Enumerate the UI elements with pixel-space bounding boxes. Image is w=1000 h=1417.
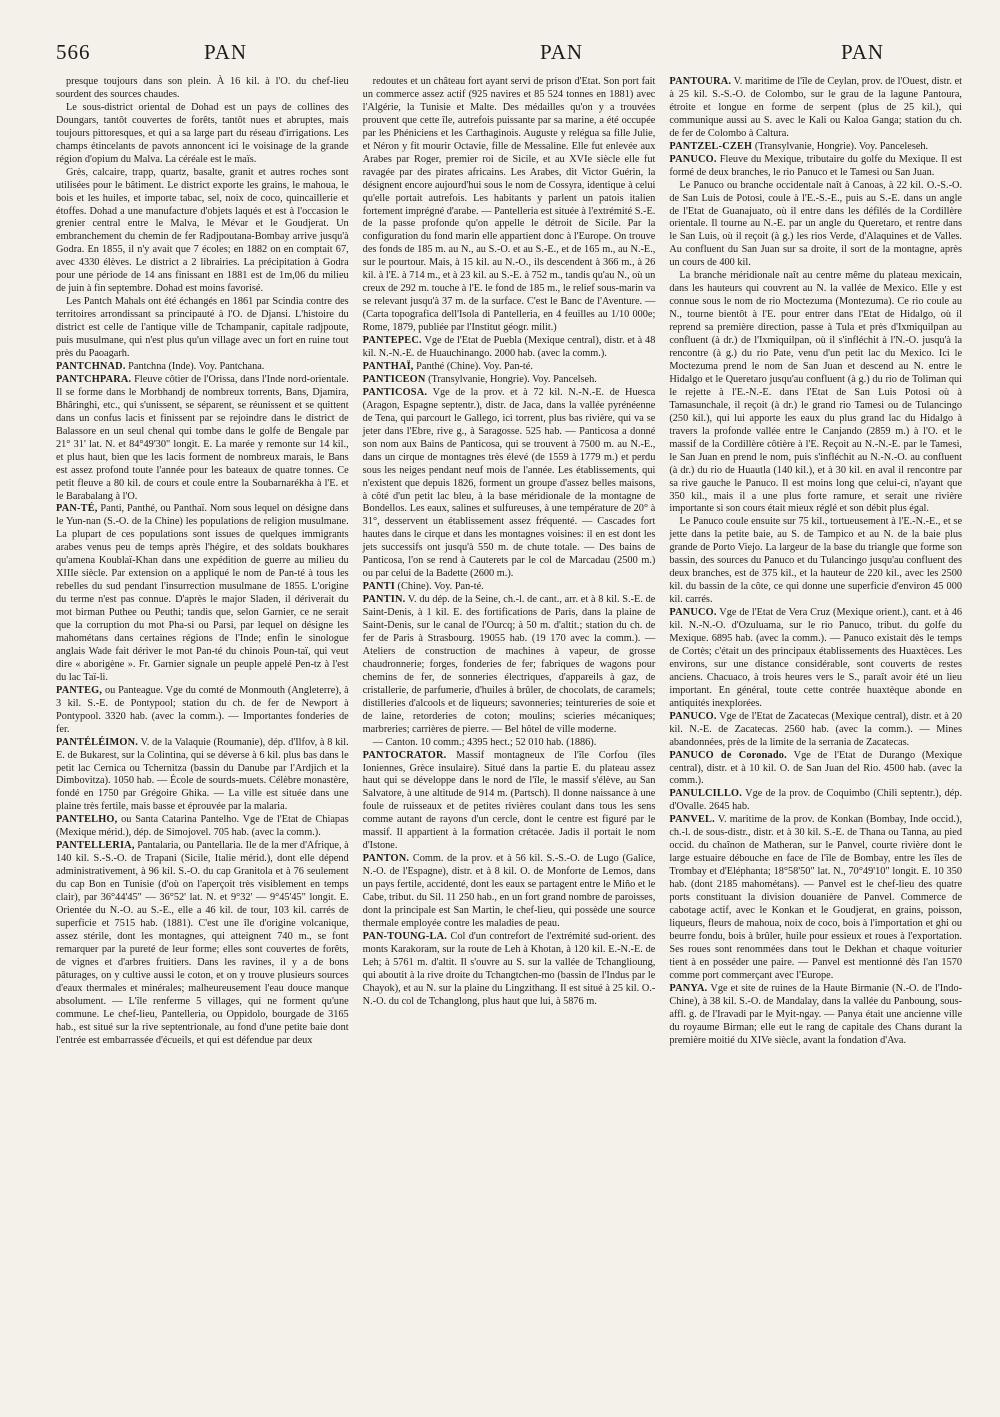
entry-text: Comm. de la prov. et à 56 kil. S.-S.-O. de Lugo (Galice, N.-O. de l'Espagne), distr. et à 8 kil. O. de Monforte de Lemos, dans un pays fertile, accidenté, dont les eaux se partagent entre le Miño et le Cabe, tribut. du Sil. 11 250 hab., en un fort grand nombre de paroisses, dont la principale est San Martin, le chef-lieu, qui possède une source thermale employée contre les maladies de peau. bbox=[362, 853, 656, 929]
paragraph bbox=[56, 102, 349, 167]
entry-headword: PANTCHPARA. bbox=[56, 373, 132, 385]
entry-text: Vge de la prov. de Coquimbo (Chili septentr.), dép. d'Ovalle. 2645 hab. bbox=[669, 788, 963, 813]
dictionary-entry bbox=[56, 361, 349, 374]
dictionary-entry bbox=[363, 931, 656, 1009]
dictionary-entry bbox=[669, 983, 962, 1048]
entry-text: (Chine). Voy. Pan-té. bbox=[397, 581, 484, 593]
entry-headword: PANULCILLO. bbox=[669, 788, 743, 800]
entry-text: V. maritime de l'île de Ceylan, prov. de l'Ouest, distr. et à 25 kil. S.-S.-O. de Colombo, sur le grau de la lagune Pantoura, étroite et longue en forme de serpent (plus de 25 kil.), qui communique aussi au S. avec le Kali ou Kaloa Ganga; station du ch. de fer de Colombo à Caltura. bbox=[669, 76, 963, 139]
paragraph bbox=[669, 270, 962, 516]
dictionary-entry bbox=[363, 387, 656, 581]
entry-text: Massif montagneux de l'île Corfou (îles Ioniennes, Grèce insulaire). Situé dans la partie E. du plateau assez haut qui se développe dans le nord de l'île, le massif s'élève, au San Salvatore, à une altitude de 914 m. (Partsch). Il donne naissance à une foule de ruisseaux et de petites rivières coulant dans tous les sens comme autant de rayons d'un cercle, dont le centre est figuré par le massif. Il appartient à la formation crétacée. Jadis il portait le nom d'Istone. bbox=[362, 749, 656, 852]
entry-text: Pantchna (Inde). Voy. Pantchana. bbox=[128, 360, 265, 372]
entry-headword: PAN-TÉ, bbox=[56, 503, 98, 515]
dictionary-entry bbox=[363, 594, 656, 736]
entry-text: Fleuve côtier de l'Orissa, dans l'Inde nord-orientale. Il se forme dans le Morbhandj de nombreux torrents, Bans, Djamira, Bhâringhi, etc., qui s'unissent, se séparent, se réunissent et se quittent dans un confus lacis et finissent par se rejoindre dans le district de Balassore en un seul chenal qui tombe dans le golfe de Bengale par 21° 31' lat. N. et 84°49'30" longit. E. La marée y remonte sur 14 kil., et plus haut, bien que les lacis forment de nombreux marais, le Bans est assez profond toute l'année pour les bateaux de quatre tonnes. Ce petit fleuve a 80 kil. de cours et coule entre la Soubarnarékha à l'E. et le Barabalang à l'O. bbox=[56, 373, 349, 502]
dictionary-entry bbox=[56, 737, 349, 815]
dictionary-entry bbox=[56, 840, 349, 1047]
dictionary-entry bbox=[669, 76, 962, 141]
entry-text: Le sous-district oriental de Dohad est un pays de collines des Doungars, tantôt couvertes de forêts, tantôt nues et abruptes, mais toujours pittoresques, et qui a sa large part du réseau d'irrigations. Les champs étincelants de pavots annoncent ici le voisinage de la grande région d'opium du Malva. La céréale est le maïs. bbox=[56, 101, 349, 165]
dictionary-entry bbox=[669, 141, 962, 154]
entry-text: Les Pantch Mahals ont été échangés en 1861 par Scindia contre des territoires arrondissant sa principauté à l'O. de Djansi. L'histoire du district est celle de l'antique ville de Tchampanir, capitale radjpoute, puis musulmane, qui n'est plus qu'un village avec un fort en ruine tout près du Paoagarh. bbox=[56, 296, 349, 360]
dictionary-entry bbox=[669, 814, 962, 982]
entry-text: Fleuve du Mexique, tributaire du golfe du Mexique. Il est formé de deux branches, le rio Panuco et le Tamesi ou San Juan. bbox=[669, 153, 963, 178]
dictionary-entry bbox=[669, 154, 962, 180]
dictionary-entry bbox=[363, 581, 656, 594]
entry-headword: PANTHAÏ, bbox=[362, 360, 414, 372]
entry-headword: PANTELHO, bbox=[56, 814, 118, 826]
entry-headword: PANTÉLÉIMON. bbox=[56, 736, 139, 748]
entry-text: Vge de l'Etat de Durango (Mexique central), distr. et à 10 kil. O. de San Juan del Rio. 4500 hab. (avec la comm.). bbox=[669, 749, 963, 787]
entry-text: presque toujours dans son plein. À 16 kil. à l'O. du chef-lieu sourdent des sources chaudes. bbox=[56, 76, 349, 100]
entry-headword: PANTIN. bbox=[362, 594, 406, 606]
entry-text: — Canton. 10 comm.; 4395 hect.; 52 010 hab. (1886). bbox=[372, 736, 597, 748]
entry-headword: PANVEL. bbox=[669, 814, 715, 826]
entry-text: Panti, Panthé, ou Panthaï. Nom sous lequel on désigne dans le Yun-nan (S.-O. de la Chine) les populations de religion musulmane. La plupart de ces populations sont issues de quelques immigrants arabes venus peu de temps après l'hégire, et des soldats boukhares qu'amena Koublaï-Khan dans une expédition de guerre au milieu du XIIIe siècle. Par extension on a appliqué le nom de Pan-té à tous les rebelles du sud pendant l'insurrection musulmane de 1855. L'origine du terme n'est pas connue. D'après le major Sladen, il dériverait du mot birman Puthee ou Peuthi; tandis que, selon Garnier, ce ne serait que la corruption du mot Pha-si ou Parsi, par lequel on désigne les mahométans dans certaines régions de l'Inde; enfin le sinologue anglais Wade fait dériver le mot Pan-té du chinois Poun-taï, qui veut dire « aborigène ». Fr. Garnier signale un peuple appelé Pen-tz à l'est du lac Taï-li. bbox=[56, 503, 349, 683]
entry-headword: PANTEG, bbox=[56, 684, 103, 696]
paragraph bbox=[669, 516, 962, 607]
running-head-center: PAN bbox=[540, 40, 584, 64]
dictionary-entry bbox=[56, 503, 349, 684]
paragraph bbox=[56, 167, 349, 297]
column-middle bbox=[363, 76, 656, 1047]
entry-headword: PANUCO. bbox=[669, 710, 717, 722]
entry-text: La branche méridionale naît au centre même du plateau mexicain, dans les hauteurs qui couvrent au N. la vallée de Mexico. Elle y est connue sous le nom de rio Moctezuma (Montezuma). Ce rio coule au N., tourne bientôt à l'E. pour entrer dans l'Etat de Hidalgo, où il reprend sa première direction, passe à Tula et près d'Ixmiquilpan au confluent (à dr.) de l'Ixmiquilpan, où il s'infléchit à l'N.-O. jusqu'à la rencontre (à g.) du rio Pate, venu d'un petit lac du Mexico. Ici le Moctezuma prend le nom de San Juan et descend au N. entre le Hidalgo et le Queretaro jusqu'au confluent (à g.) du rio de Toliman qui le rejette à l'E.-N.-E. dans l'Etat de San Luis Potosi où à Tamasunchale, il reçoit (à dr.) le grand rio Tamesi ou de Tulancingo (250 kil.), qui lui apporte les eaux du plus grand lac du Hidalgo à travers la profonde vallée entre le Canjando (2859 m.) à l'O. et le massif de la Cordillère côtière à l'E. Reçoit au N.-N.-E. par le Tamesi, le San Juan en prend le nom, puis s'infléchit au N.-N.-O. au confluent (à dr.) du rio de Huautla (140 kil.), et à 30 kil. en aval il rencontre par sa rive gauche le Panuco. Il est moins long que celui-ci, n'ayant que 350 kil., mais il a une plus forte ramure, et serait une rivière importante si son cours était mieux réglé et son débit plus égal. bbox=[669, 270, 963, 515]
dictionary-entry bbox=[56, 685, 349, 737]
entry-text: ou Panteague. Vge du comté de Monmouth (Angleterre), à 3 kil. S.-E. de Pontypool; station du ch. de fer de Newport à Pontypool. 3320 hab. (avec la comm.). — Importantes fonderies de fer. bbox=[56, 684, 349, 735]
entry-headword: PANTZEL-CZEH bbox=[669, 140, 753, 152]
entry-headword: PANTELLERIA, bbox=[56, 840, 135, 852]
column-right bbox=[669, 76, 962, 1047]
dictionary-entry bbox=[669, 788, 962, 814]
paragraph bbox=[363, 737, 656, 750]
entry-text: Le Panuco coule ensuite sur 75 kil., tortueusement à l'E.-N.-E., et se jette dans la petite baie, au S. de Tampico et au N. de la baie plus grande de Porto Viejo. La largeur de la base du triangle que forme son bassin, des sources du Panuco et du Tulancingo jusqu'au confluent des deux branches, est de 375 kil., et la hauteur de 220 kil., avec les 2500 kil. du bassin de la côte, ce qui donne une superficie d'environ 45 000 kil. carrés. bbox=[669, 516, 963, 606]
entry-text: redoutes et un château fort ayant servi de prison d'Etat. Son port fait un commerce assez actif (925 navires et 85 524 tonnes en 1881) avec l'Algérie, la Tunisie et Malte. Des médailles qu'on y a trouvées prouvent que cette île, autrefois puissante par sa marine, a été occupée par les Phéniciens et les Carthaginois. Auguste y relégua sa fille Julie, et Néron y fit mourir Octavie, fille de Messaline. Elle fut enlevée aux Arabes par Roger, premier roi de Sicile, et au XVIe siècle elle fut ravagée par des pirates africains. Les Arabes, dit Victor Guérin, la désignent encore aujourd'hui sous le nom de Cossyra, identique à celui qu'elle portait autrefois. Les habitants y parlent un patois italien fortement imprégné d'arabe. — Pantelleria est située à l'extrémité S.-E. de la passe profonde qu'on appelle le détroit de Sicile. Par la configuration du fond marin elle appartient donc à l'Europe. On trouve des fonds de 185 m. au N., au S.-O. et au S.-E., et de 165 m., au N.-E., sur le pourtour. Mais, à 15 kil. au N.-O., ils descendent à 366 m., à 26 kil. à l'E. à 714 m., et à 23 kil. au S.-E. à 752 m., tandis qu'au N., où un creux de 292 m. touche à l'E. le fond de 185 m., le relief sous-marin va se relevant jusqu'à 37 m. de la surface. C'est le Banc de l'Aventure. — (Carta topografica dell'Isola di Pantelleria, en 4 feuilles au 1/10 000e; Rome, 1879, publiée par l'Institut géogr. milit.) bbox=[362, 76, 656, 334]
entry-headword: PANTOURA. bbox=[669, 76, 732, 87]
entry-text: Le Panuco ou branche occidentale naît à Canoas, à 22 kil. O.-S.-O. de San Luis de Potosi, coule à l'E.-S.-E., puis au S.-E. dans un angle de l'Etat de Guanajuato, où il entre dans les défilés de la Cordillère orientale. Il tourne au N.-E. par un angle du Queretaro, et rentre dans le San Luis, où il reçoit (à g.) les rios Verde, d'Alaquines et de Valles. Au confluent du San Juan sur sa droite, il sort de la montagne, après un cours de 400 kil. bbox=[669, 179, 963, 269]
entry-text: (Transylvanie, Hongrie). Voy. Pancelseh. bbox=[428, 373, 597, 385]
dictionary-entry bbox=[669, 750, 962, 789]
entry-text: (Transylvanie, Hongrie). Voy. Panceleseh. bbox=[754, 140, 929, 152]
entry-headword: PANTEPEC. bbox=[362, 335, 422, 347]
entry-headword: PANYA. bbox=[669, 982, 708, 994]
entry-text: Pantalaria, ou Pantellaria. Ile de la mer d'Afrique, à 140 kil. S.-S.-O. de Trapani (Sicile, Italie mérid.), dont elle dépend administrativement, à 96 kil. S.-O. du cap Granitola et à 76 seulement du cap Bon en Tunisie (d'où on l'aperçoit très visiblement en temps clair), par 36°44'45" — 36°52' lat. N. et 9°32' — 9°45'45" longit. E. Orientée du N.-O. au S.-E., elle a 46 kil. de tour, 103 kil. carrés de superficie et 7515 hab. (1881). C'est une île d'origine volcanique, assez stérile, dont les montagnes, qui atteignent 740 m., se font remarquer par la pureté de leur forme; elles sont couvertes de forêts, de vignes et d'arbres fruitiers. Dans les ravines, il y a de bons pâturages, on y cultive aussi le coton, et on y trouve plusieurs sources d'eaux thermales et minérales; malheureusement l'eau douce manque absolument. — L'île renferme 5 villages, qui ne forment qu'une commune. Le chef-lieu, Pantelleria, ou Oppidolo, bourgade de 3165 hab., est situé sur la rive septentrionale, au fond d'une petite baie dont l'entrée est embarrassée d'écueils, et qui est défendue par deux bbox=[56, 840, 349, 1046]
dictionary-entry bbox=[363, 335, 656, 361]
entry-headword: PANTICEON bbox=[362, 373, 426, 385]
entry-headword: PANTICOSA. bbox=[362, 386, 428, 398]
entry-text: V. de la Valaquie (Roumanie), dép. d'Ilfov, à 8 kil. E. de Bukarest, sur la Colintina, qui se déverse à 6 kil. plus bas dans le petit lac Cernica ou Tchernitza (bassin du Danube par l'Ardjich et la Dimbovitza). 1050 hab. — École de sourds-muets. Célèbre monastère, fondé en 1750 par Grégoire Ghika. — La ville est située dans une plaine très fertile, mais basse et éprouvée par la malaria. bbox=[56, 736, 349, 813]
entry-headword: PAN-TOUNG-LA. bbox=[362, 930, 447, 942]
paragraph bbox=[669, 180, 962, 271]
entry-text: Vge de la prov. et à 72 kil. N.-N.-E. de Huesca (Aragon, Espagne septentr.), distr. de Jaca, dans la vallée pyrénéenne de Tena, qui parcourt le Gallego, ici torrent, plus bas rivière, qui va se jeter dans l'Ebre, rive g., à Saragosse. 525 hab. — Panticosa a donné son nom aux Bains de Panticosa, qui se trouvent à 7500 m. au N.-E., dans un cirque de montagnes très élevé (de 1559 à 1779 m.) et perdu sous les neiges pendant neuf mois de l'année. Les établissements, qui n'existent que depuis 1826, forment un groupe d'assez belles maisons, à côté d'un petit lac bleu, à la base méridionale de la montagne de Bondellos. Les eaux, salines et sulfureuses, à une température de 20° à 31°, desservent un établissement assez fréquenté. — Cascades fort hautes dans le cirque et dans les montagnes voisines: il en est dont les jets successifs ont jusqu'à 550 m. de chute totale. — Des bains de Panticosa, l'on se rend à Cauterets par le col de Marcadau (2500 m.) ou par celui de la Badette (2600 m.). bbox=[362, 386, 656, 580]
entry-text: V. du dép. de la Seine, ch.-l. de cant., arr. et à 8 kil. S.-E. de Saint-Denis, à 1 kil. E. des fortifications de Paris, dans la plaine de Saint-Denis, sur le canal de l'Ourcq; à 50 m. d'altit.; station du ch. de fer de Paris à Strasbourg. 19055 hab. (19 170 avec la comm.). — Ateliers de construction de machines à vapeur, de grosse chaudronnerie; forges, fonderies de fer; fabriques de wagons pour chemins de fer, de sonneries électriques, d'appareils à gaz, de cristallerie, de parfumerie, d'huiles à brûler, de chocolats, de caramels; distilleries d'alcools et de liqueurs; savonneries; teintureries de soie et de laine, retorderies de coton; moulins; scieries mécaniques; marbreries; carrières de pierre. — Bel hôtel de ville moderne. bbox=[362, 594, 656, 735]
paragraph bbox=[363, 76, 656, 335]
paragraph bbox=[56, 76, 349, 102]
entry-headword: PANTI bbox=[362, 581, 395, 593]
entry-headword: PANTOCRATOR. bbox=[362, 749, 447, 761]
dictionary-entry bbox=[363, 361, 656, 374]
running-head-left: PAN bbox=[204, 40, 248, 64]
entry-headword: PANUCO de Coronado. bbox=[669, 749, 787, 761]
entry-headword: PANUCO. bbox=[669, 607, 717, 619]
running-head-right: PAN bbox=[841, 40, 885, 64]
entry-text: Vge et site de ruines de la Haute Birmanie (N.-O. de l'Indo-Chine), à 38 kil. S.-O. de Mandalay, dans la vallée du Panboung, sous-affl. g. de l'Iravadi par le Myit-ngay. — Panya était une ancienne ville du royaume Birman; elle eut le rang de capitale des Chans durant la première moitié du XIVe siècle, avant la fondation d'Ava. bbox=[669, 982, 963, 1046]
column-left bbox=[56, 76, 349, 1047]
dictionary-entry bbox=[56, 374, 349, 504]
entry-text: V. maritime de la prov. de Konkan (Bombay, Inde occid.), ch.-l. de sous-distr., distr. et à 30 kil. S.-E. de Thana ou Tanna, au pied occid. du chaînon de Matheran, sur le Panvel, courte rivière dont le large estuaire débouche en face de l'île de Bombay, entre les îles de Trombay et d'Eléphanta; 18°58'50" lat. N., 70°49'10" longit. E. 10 350 hab. (dont 2185 mahométans). — Panvel est le chef-lieu des quatre ports constituant la division douanière de Panvel. Commerce de cabotage actif, avec le Konkan et le Goudjerat, en grains, poisson, liqueurs, fleurs de mahoua, noix de coco, bois à l'importation et ghi ou beurre fondu, bois à brûler, huile pour essieux et roues à l'exportation. Ses roues sont renommées dans tout le Dekhan et chaque voiturier tient à en posséder une paire. — Panvel est mentionné dès l'an 1570 comme port commerçant avec l'Europe. bbox=[669, 814, 963, 981]
dictionary-entry bbox=[363, 853, 656, 931]
text-columns bbox=[56, 76, 962, 1047]
entry-text: ou Santa Catarina Pantelho. Vge de l'Etat de Chiapas (Mexique mérid.), dép. de Simojovel. 705 hab. (avec la comm.). bbox=[56, 814, 349, 839]
dictionary-entry bbox=[363, 374, 656, 387]
dictionary-entry bbox=[363, 750, 656, 854]
dictionary-entry bbox=[669, 711, 962, 750]
entry-text: Vge de l'Etat de Vera Cruz (Mexique orient.), cant. et à 46 kil. N.-N.-O. d'Ozuluama, sur le rio Panuco, tribut. du golfe du Mexique. 6895 hab. (avec la comm.). — Panuco existait dès le temps de Cortès; c'était un des principaux établissements des Huaxtèces. Les environs, sur une distance considérable, sont couverts de restes anciens. Chacuaco, à trois heures vers le S., paraît avoir été un lieu important. En général, toute cette contrée huaxtèque abonde en antiquités inexplorées. bbox=[669, 607, 963, 709]
entry-headword: PANTCHNAD. bbox=[56, 360, 126, 372]
entry-text: Grès, calcaire, trapp, quartz, basalte, granit et autres roches sont utilisées pour le bâtiment. Le district exporte les grains, le mahoua, le bois et les huiles, et importe tabac, sel, noix de coco, quincaillerie et étoffes. Dohad a une manufacture d'objets laqués et est à l'occasion le grenier central entre le Malva, le Mévar et le Goudjerat. Un embranchement du chemin de fer Radjpoutana-Bombay arrive jusqu'à Godra. En 1855, il n'y avait que 7 écoles; en 1882 on en comptait 67, avec 4330 élèves. Le district a 2 librairies. La précipitation à Godra pour une période de 14 ans finissant en 1881 est de 1m,06 du milieu de juin à fin septembre. Dohad est moins favorisé. bbox=[56, 166, 349, 295]
entry-text: Col d'un contrefort de l'extrémité sud-orient. des monts Karakoram, sur la route de Leh à Khotan, à 120 kil. E.-N.-E. de Leh; à 5761 m. d'altit. Il s'ouvre au S. sur la vallée de Tchanglioung, qui aboutit à la rive droite du Tchangtchen-mo (bassin de l'Indus par le Chayok), et au N. sur la plaine du Lingzithang. Il est situé à 25 kil. O.-N.-O. du col de Tchanglong, plus haut que lui, à 5876 m. bbox=[362, 930, 656, 1007]
dictionary-entry bbox=[669, 607, 962, 711]
entry-text: Panthé (Chine). Voy. Pan-té. bbox=[416, 360, 533, 372]
entry-headword: PANUCO. bbox=[669, 153, 717, 165]
page-number: 566 bbox=[56, 40, 91, 64]
entry-text: Vge de l'Etat de Puebla (Mexique central), distr. et à 48 kil. N.-N.-E. de Huauchinango. 2000 hab. (avec la comm.). bbox=[362, 335, 656, 360]
paragraph bbox=[56, 296, 349, 361]
page-header bbox=[56, 40, 962, 74]
entry-headword: PANTON. bbox=[362, 853, 410, 865]
entry-text: Vge de l'Etat de Zacatecas (Mexique central), distr. et à 20 kil. N.-E. de Zacatecas. 2560 hab. (avec la comm.). — Mines abandonnées, près de la limite de la serrania de Zacatecas. bbox=[669, 710, 963, 748]
dictionary-entry bbox=[56, 814, 349, 840]
